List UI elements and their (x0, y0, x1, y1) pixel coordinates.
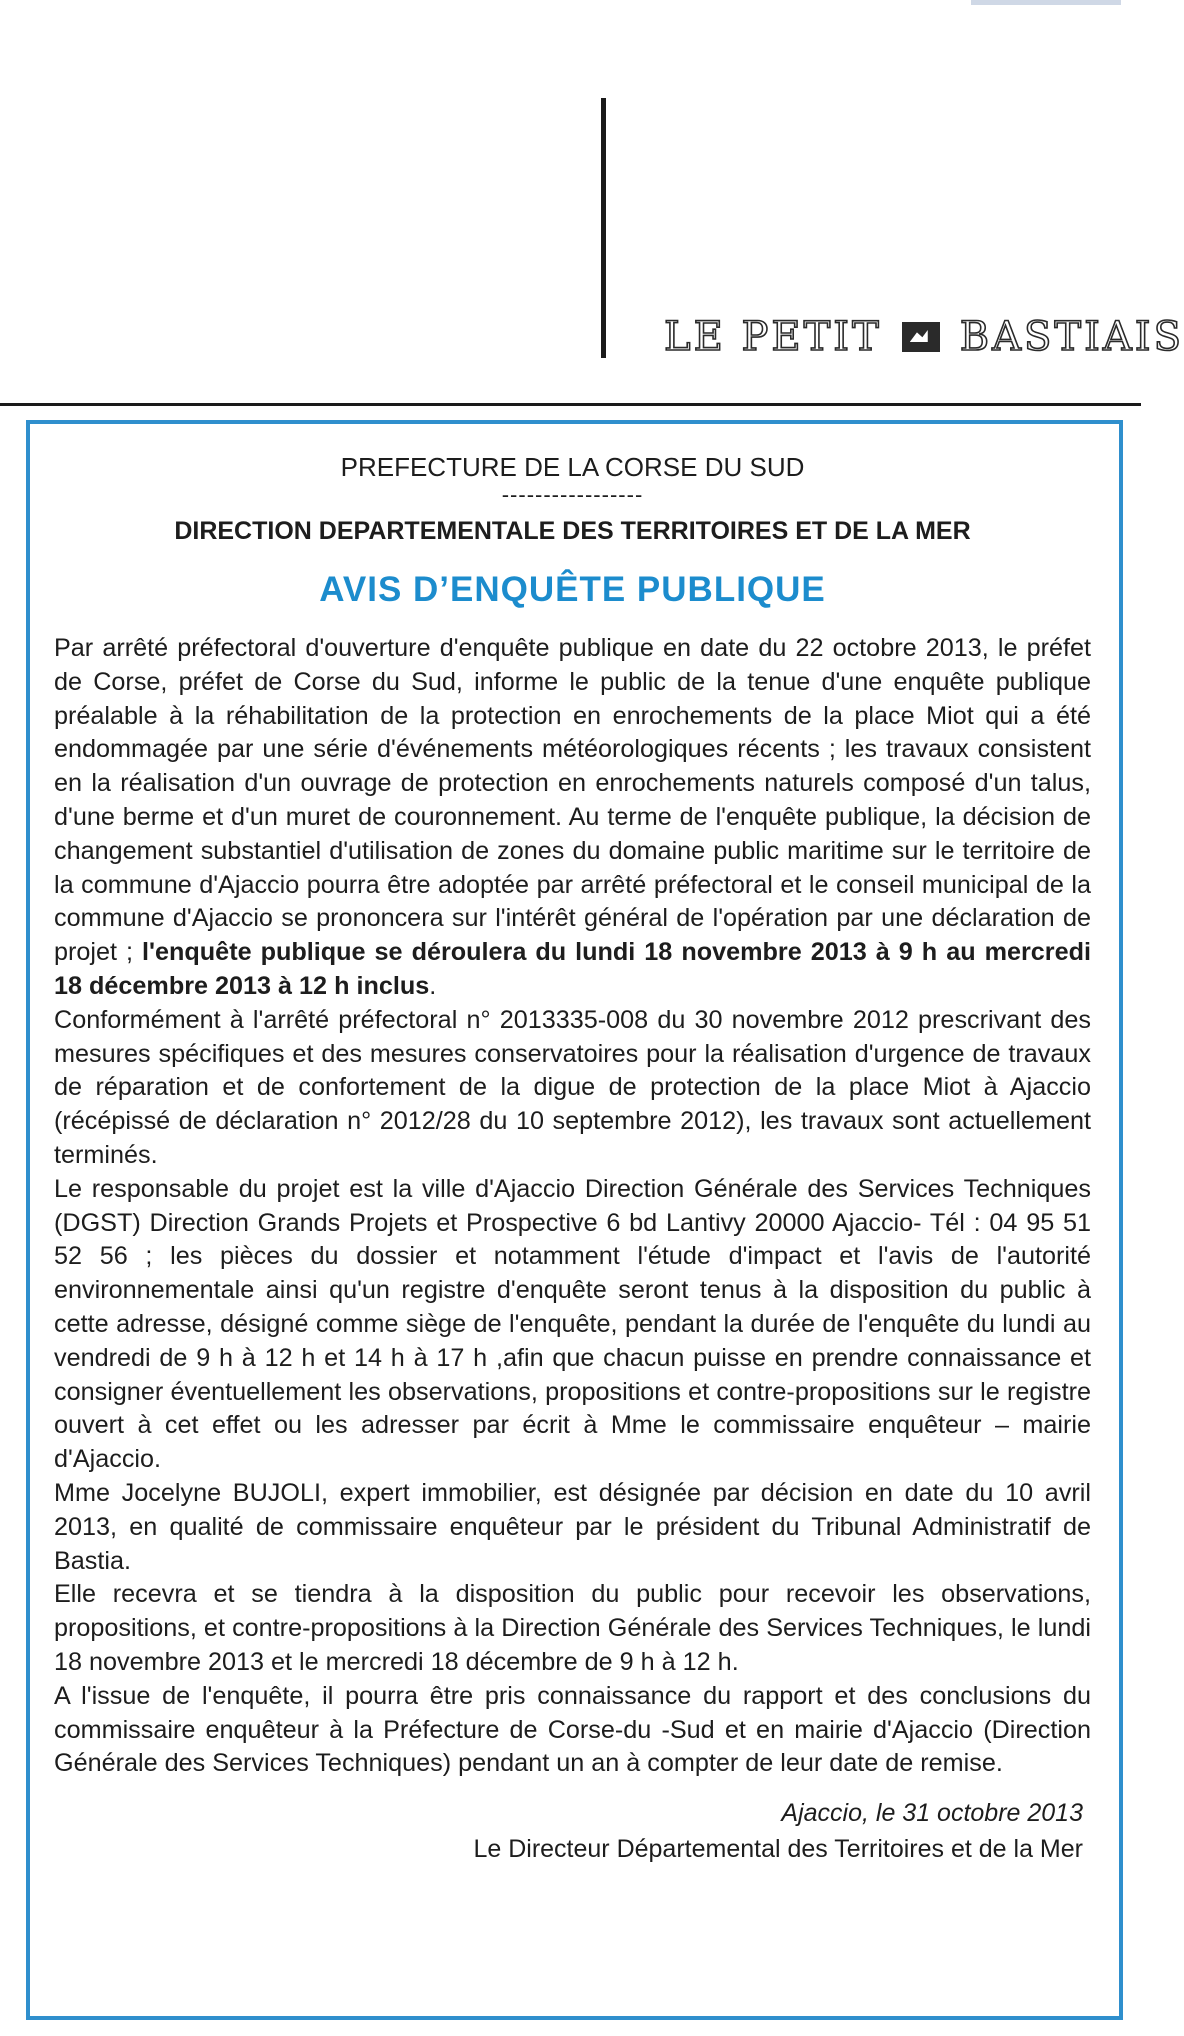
column-rule (601, 98, 606, 358)
notice-title: AVIS D’ENQUÊTE PUBLIQUE (319, 570, 826, 609)
masthead-logo-icon (902, 322, 940, 352)
corner-mark (971, 0, 1121, 5)
public-notice-frame (26, 420, 1123, 2020)
paragraph-report: A l'issue de l'enquête, il pourra être pris connaissance du rapport et des conclusions du commissaire enquêteur à la Préfecture de Corse-du -Sud et en mairie d'Ajaccio (Direction Générale des Services Techniques) pendant un an à compter de leur date de remise. (54, 1681, 1091, 1778)
paragraph-project-manager: Le responsable du projet est la ville d'Ajaccio Direction Générale des Services Techniques (DGST) Direction Grands Projets et Prospective 6 bd Lantivy 20000 Ajaccio- Tél : 04 95 51 52 56 ; les pièces du dossier et notamment l'étude d'impact et l'avis de l'autorité environnementale ainsi qu'un registre d'enquête seront tenus à la disposition du public à cette adresse, désigné comme siège de l'enquête, pendant la durée de l'enquête du lundi au vendredi de 9 h à 12 h et 14 h à 17 h ,afin que chacun puisse en prendre connaissance et consigner éventuellement les observations, propositions et contre-propositions sur le registre ouvert à cet effet ou les adresser par écrit à Mme le commissaire enquêteur – mairie d'Ajaccio. (54, 1174, 1091, 1474)
inquiry-dates-bold: l'enquête publique se déroulera du lundi 18 novembre 2013 à 9 h au mercredi 18 décembre 2013 à 12 h inclus (54, 938, 1092, 1000)
masthead-name-right: BASTIAIS (959, 314, 1184, 360)
paragraph-works: Conformément à l'arrêté préfectoral n° 2013335-008 du 30 novembre 2012 prescrivant des mesures spécifiques et des mesures conservatoires pour la réalisation d'urgence de travaux de réparation et de confortement de la digue de protection de la place Miot à Ajaccio (récépissé de déclaration n° 2012/28 du 10 septembre 2012), les travaux sont actuellement terminés. (54, 1005, 1091, 1169)
signatory: Le Directeur Départemental des Territoires et de la Mer (473, 1835, 1083, 1864)
signature-block (54, 1795, 1091, 1867)
paragraph-opening-end: . (429, 971, 437, 1000)
paragraph-opening (54, 632, 1091, 1004)
masthead-name-left: LE PETIT (664, 314, 882, 360)
header-rule (0, 403, 1141, 406)
paragraph-opening-text: Par arrêté préfectoral d'ouverture d'enquête publique en date du 22 octobre 2013, le préfet de Corse, préfet de Corse du Sud, informe le public de la tenue d'une enquête publique préalable à la réhabilitation de la protection en enrochements de la place Miot qui a été endommagée par une série d'événements météorologiques récents ; les travaux consistent en la réalisation d'un ouvrage de protection en enrochements naturels composé d'un talus, d'une berme et d'un muret de couronnement. Au terme de l'enquête publique, la décision de changement substantiel d'utilisation de zones du domaine public maritime sur le territoire de la commune d'Ajaccio pourra être adoptée par arrêté préfectoral et le conseil municipal de la commune d'Ajaccio se prononcera sur l'intérêt général de l'opération par une déclaration de projet ; (54, 634, 1091, 967)
notice-body (54, 632, 1091, 1781)
newspaper-masthead (664, 314, 1184, 360)
paragraph-commissioner: Mme Jocelyne BUJOLI, expert immobilier, est désignée par décision en date du 10 avril 2013, en qualité de commissaire enquêteur par le président du Tribunal Administratif de Bastia. (54, 1478, 1091, 1575)
separator-dashes: ----------------- (501, 482, 644, 507)
prefecture-heading: PREFECTURE DE LA CORSE DU SUD (340, 452, 805, 482)
place-date: Ajaccio, le 31 octobre 2013 (781, 1799, 1083, 1828)
paragraph-permanences: Elle recevra et se tiendra à la disposition du public pour recevoir les observations, propositions, et contre-propositions à la Direction Générale des Services Techniques, le lundi 18 novembre 2013 et le mercredi 18 décembre de 9 h à 12 h. (54, 1580, 1091, 1676)
direction-heading: DIRECTION DEPARTEMENTALE DES TERRITOIRES ET DE LA MER (174, 517, 971, 545)
